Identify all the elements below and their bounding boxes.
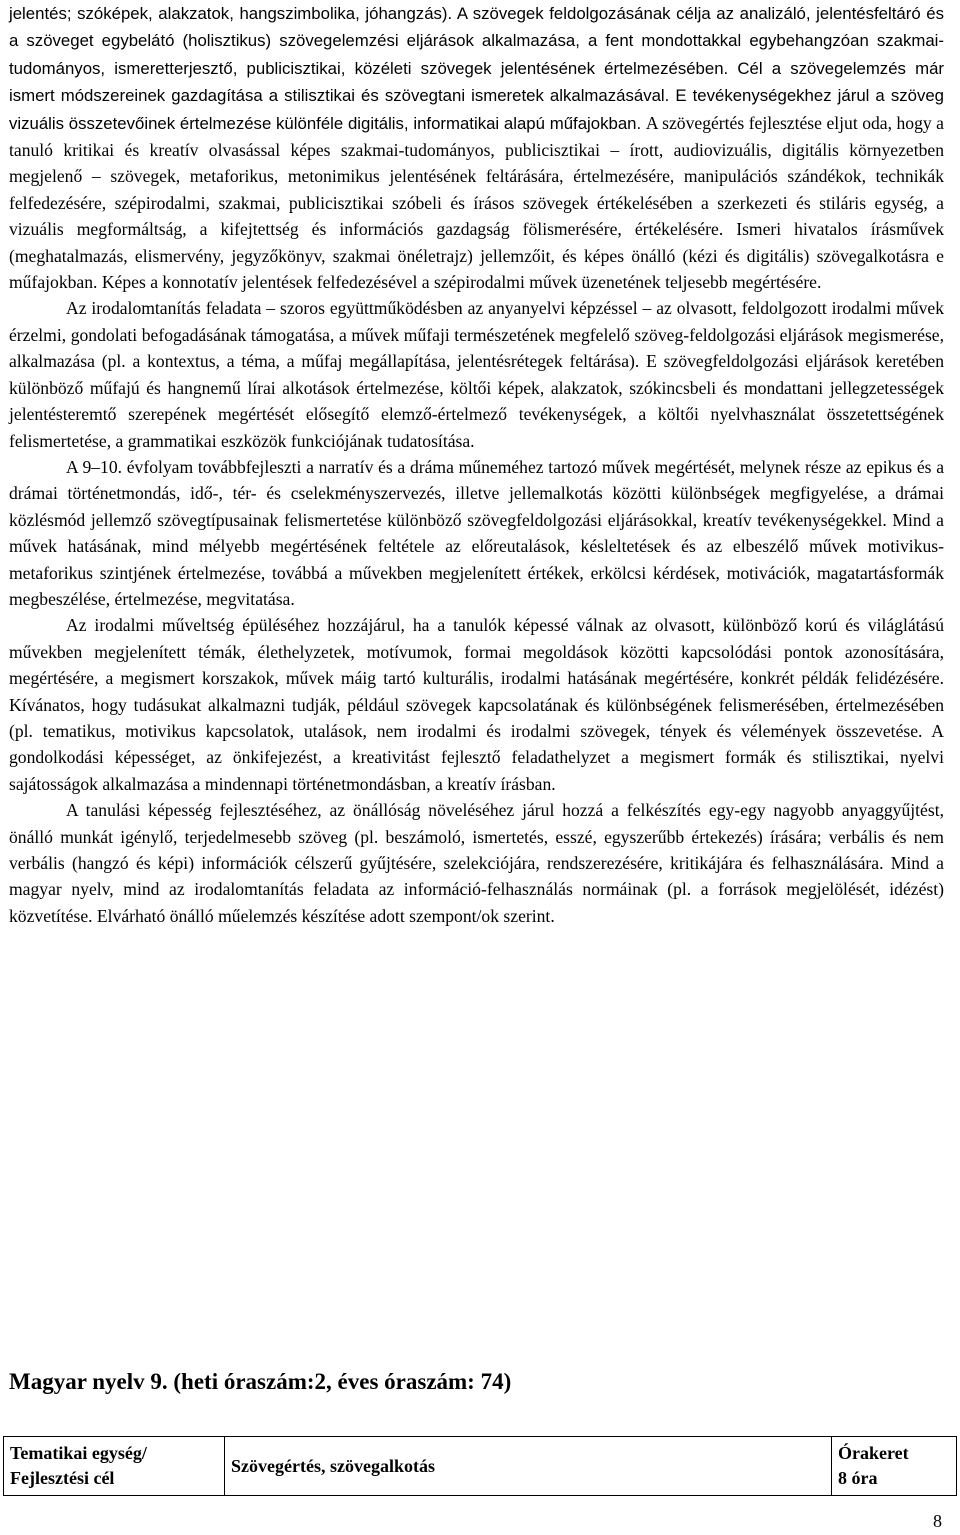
paragraph-1-sans-body: A szövegek feldolgozásának célja az analizáló, jelentésfeltáró és a szöveget egybelátó (holisztikus) szövegelemzési eljárások alkalmazása, a fent mondottakkal egybehangzóan szakmai-tudományos, ismeretterjesztő, publicisztikai, közéleti szövegek jelentésének értelmezésében. Cél a szövegelemzés már ismert módszereinek gazdagítása a stilisztikai és szövegtani ismeretek alkalmazásával. E tevékenységekhez járul a szöveg vizuális összetevőinek értelmezése különféle digitális, informatikai alapú műfajokban. bbox=[9, 4, 944, 133]
thematic-unit-label-line1: Tematikai egység/ bbox=[10, 1443, 147, 1463]
paragraph-2: Az irodalomtanítás feladata – szoros együttműködésben az anyanyelvi képzéssel – az olvasott, feldolgozott irodalmi művek érzelmi, gondolati befogadásának támogatása, a művek műfaji természetének megfelelő szöveg-feldolgozási eljárások megismerése, alkalmazása (pl. a kontextus, a téma, a műfaj megállapítása, jelentésrétegek feltárása). E szövegfeldolgozási eljárások keretében különböző műfajú és hangnemű lírai alkotások értelmezése, költői képek, alakzatok, szókincsbeli és mondattani jellegzetességek jelentésteremtő szerepének megértését elősegítő elemző-értelmező tevékenységek, a költői nyelvhasználat összetettségének felismertetése, a grammatikai eszközök funkciójának tudatosítása. bbox=[9, 298, 944, 451]
document-body bbox=[9, 0, 944, 929]
thematic-unit-label-cell bbox=[4, 1437, 225, 1496]
thematic-unit-label-line2: Fejlesztési cél bbox=[10, 1468, 115, 1488]
paragraph-1-sans-lead: jelentés; szóképek, alakzatok, hangszimbolika, jóhangzás). bbox=[9, 4, 457, 23]
paragraph-4: Az irodalmi műveltség épüléséhez hozzájárul, ha a tanulók képessé válnak az olvasott, különböző korú és világlátású művekben megjelenített témák, élethelyzetek, motívumok, formai megoldások közötti kapcsolódási pontok azonosítására, megértésére, a megismert korszakok, művek máig tartó kulturális, irodalmi hatásának megértésére, konkrét példák felidézésére. Kívánatos, hogy tudásukat alkalmazni tudják, például szövegek kapcsolatának és különbségének felismerésében, értelmezésében (pl. tematikus, motivikus kapcsolatok, utalások, nem irodalmi és irodalmi szövegek, tények és vélemények összevetése. A gondolkodási képességet, az önkifejezést, a kreativitást fejlesztő feladathelyzet a megismert formák és stilisztikai, nyelvi sajátosságok alkalmazása a mindennapi történetmondásban, a kreatív írásban. bbox=[9, 615, 944, 794]
paragraph-5: A tanulási képesség fejlesztéséhez, az önállóság növeléséhez járul hozzá a felkészítés egy-egy nagyobb anyaggyűjtést, önálló munkát igénylő, terjedelmesebb szöveg (pl. beszámoló, ismertetés, esszé, egyszerűbb értekezés) írására; verbális és nem verbális (hangzó és képi) információk célszerű gyűjtésére, szelekciójára, rendszerezésére, kritikájára és felhasználására. Mind a magyar nyelv, mind az irodalomtanítás feladata az információ-felhasználás normáinak (pl. a források megjelölését, idézést) közvetítése. Elvárható önálló műelemzés készítése adott szempont/ok szerint. bbox=[9, 800, 944, 926]
thematic-unit-table bbox=[3, 1436, 957, 1496]
paragraph-1 bbox=[9, 0, 944, 295]
section-heading: Magyar nyelv 9. (heti óraszám:2, éves óraszám: 74) bbox=[9, 1369, 512, 1394]
thematic-unit-title-cell: Szövegértés, szövegalkotás bbox=[225, 1437, 832, 1496]
table-row bbox=[4, 1437, 957, 1496]
hours-cell bbox=[832, 1437, 957, 1496]
paragraph-3: A 9–10. évfolyam továbbfejleszti a narratív és a dráma műneméhez tartozó művek megértését, melynek része az epikus és a drámai történetmondás, idő-, tér- és cselekményszervezés, illetve jellemalkotás közötti különbségek megfigyelése, a drámai közlésmód jellemző szövegtípusainak felismertetése különböző szövegfeldolgozási eljárásokkal, kreatív tevékenységekkel. Mind a művek hatásának, mind mélyebb megértésének feltétele az előreutalások, késleltetések és az elbeszélő művek motivikus-metaforikus szintjének értelmezése, továbbá a művekben megjelenített értékek, erkölcsi kérdések, motivációk, magatartásformák megbeszélése, értelmezése, megvitatása. bbox=[9, 456, 944, 609]
paragraph-1-serif-body: A szövegértés fejlesztése eljut oda, hogy a tanuló kritikai és kreatív olvasással képes szakmai-tudományos, publicisztikai – írott, audiovizuális, digitális környezetben megjelenő – szövegek, metaforikus, metonimikus jelentésének feltárására, értelmezésére, manipulációs szándékok, technikák felfedezésére, szépirodalmi, szakmai, publicisztikai szóbeli és írásos szövegek értékelésében a szerkezeti és stiláris egység, a vizuális megformáltság, a kifejtettség és információs gazdagság fölismerésére, értékelésére. Ismeri hivatalos írásművek (meghatalmazás, elismervény, jegyzőkönyv, szakmai önéletrajz) jellemzőit, és képes önálló (kézi és digitális) szövegalkotásra e műfajokban. Képes a konnotatív jelentések felfedezésével a szépirodalmi művek üzenetének teljesebb megértésére. bbox=[9, 112, 944, 293]
hours-value: 8 óra bbox=[838, 1468, 878, 1488]
page-number: 8 bbox=[933, 1511, 942, 1531]
hours-label: Órakeret bbox=[838, 1443, 909, 1463]
